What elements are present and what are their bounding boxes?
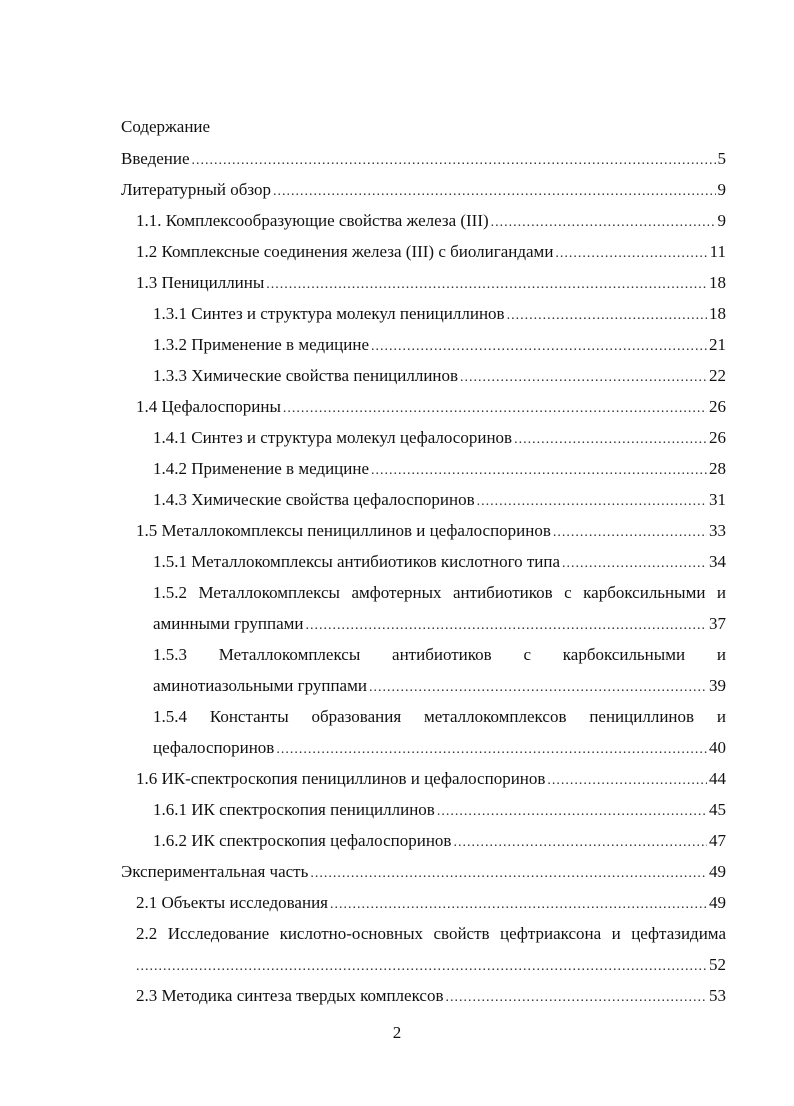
toc-entry-title: 1.6 ИК-спектроскопия пенициллинов и цефалоспоринов <box>136 769 546 788</box>
toc-entry-page: 9 <box>717 211 726 230</box>
leader-dots <box>192 150 716 172</box>
leader-dots <box>276 739 707 761</box>
toc-entry-title: 1.2 Комплексные соединения железа (III) с биолигандами <box>136 242 554 261</box>
toc-entry[interactable] <box>153 675 726 697</box>
toc-entry[interactable] <box>136 985 726 1007</box>
toc-entry[interactable] <box>153 799 726 821</box>
toc-entry-page: 28 <box>709 459 726 478</box>
toc-entry[interactable] <box>136 396 726 418</box>
toc-entry-title-line1[interactable]: 2.2 Исследование кислотно-основных свойств цефтриаксона и цефтазидима <box>136 924 726 943</box>
leader-dots <box>507 305 707 327</box>
toc-entry-title-line1[interactable] <box>153 644 726 666</box>
leader-dots <box>310 863 707 885</box>
toc-entry-title: 1.6.1 ИК спектроскопия пенициллинов <box>153 800 435 819</box>
toc-entry-title: Литературный обзор <box>121 180 272 199</box>
toc-entry[interactable] <box>153 613 726 635</box>
toc-entry[interactable] <box>153 737 726 759</box>
leader-dots <box>562 553 707 575</box>
toc-entry-page: 18 <box>709 304 726 323</box>
toc-entry[interactable] <box>121 179 726 201</box>
leader-dots <box>477 491 707 513</box>
toc-entry-title-line1[interactable] <box>153 706 726 728</box>
toc-entry[interactable] <box>121 148 726 170</box>
toc-entry-title: 1.4 Цефалоспорины <box>136 397 281 416</box>
leader-dots <box>283 398 707 420</box>
toc-entry-title-line1[interactable]: 1.5.2 Металлокомплексы амфотерных антибиотиков с карбоксильными и <box>153 583 726 602</box>
toc-entry[interactable] <box>136 768 726 790</box>
leader-dots <box>460 367 707 389</box>
toc-entry[interactable] <box>153 551 726 573</box>
title-word: образования <box>311 707 402 726</box>
toc-entry-title: 1.3.3 Химические свойства пенициллинов <box>153 366 459 385</box>
leader-dots <box>453 832 707 854</box>
toc-entry-page: 26 <box>709 428 726 447</box>
toc-entry-page: 53 <box>709 986 726 1005</box>
toc-entry[interactable] <box>136 892 726 914</box>
toc-entry-page: 37 <box>709 614 726 633</box>
leader-dots <box>305 615 707 637</box>
toc-entry[interactable] <box>153 489 726 511</box>
toc-entry-title: 1.3.1 Синтез и структура молекул пенициллинов <box>153 304 505 323</box>
leader-dots <box>371 336 707 358</box>
toc-entry-page: 5 <box>717 149 726 168</box>
leader-dots <box>273 181 715 203</box>
title-word: металлокомплексов <box>424 707 567 726</box>
toc-entry-page: 49 <box>709 862 726 881</box>
toc-entry-page: 34 <box>709 552 726 571</box>
title-word: Металлокомплексы <box>218 645 361 664</box>
toc-entry-title: 1.4.1 Синтез и структура молекул цефалосоринов <box>153 428 513 447</box>
leader-dots <box>514 429 707 451</box>
toc-entry-page: 21 <box>709 335 726 354</box>
toc-entry-title: 1.3 Пенициллины <box>136 273 265 292</box>
toc-entry[interactable] <box>153 365 726 387</box>
toc-entry[interactable] <box>153 427 726 449</box>
toc-entry-title-line2: аминными группами <box>153 614 304 633</box>
leader-dots <box>491 212 716 234</box>
toc-entry-title: 1.5.1 Металлокомплексы антибиотиков кислотного типа <box>153 552 561 571</box>
toc-entry-title: 1.1. Комплексообразующие свойства железа (III) <box>136 211 489 230</box>
toc-entry[interactable] <box>153 334 726 356</box>
toc-entry-page: 40 <box>709 738 726 757</box>
title-word: и <box>716 707 726 726</box>
toc-entry-title: Экспериментальная часть <box>121 862 309 881</box>
toc-entry[interactable] <box>153 830 726 852</box>
toc-entry[interactable] <box>121 861 726 883</box>
toc-entry-page: 49 <box>709 893 726 912</box>
leader-dots <box>555 243 707 265</box>
toc-entry-page: 31 <box>709 490 726 509</box>
leader-dots <box>371 460 707 482</box>
title-word: пенициллинов <box>589 707 695 726</box>
toc-entry-page: 39 <box>709 676 726 695</box>
toc-entry-title: 1.4.2 Применение в медицине <box>153 459 370 478</box>
toc-entry-title: 2.3 Методика синтеза твердых комплексов <box>136 986 444 1005</box>
leader-dots <box>553 522 707 544</box>
page-number: 2 <box>392 1023 402 1042</box>
title-word: карбоксильными <box>562 645 686 664</box>
leader-dots <box>547 770 707 792</box>
title-word: 1.5.4 <box>153 707 187 726</box>
toc-entry-title: Введение <box>121 149 190 168</box>
toc-heading: Содержание <box>121 117 211 136</box>
toc-entry-title-line2: аминотиазольными группами <box>153 676 367 695</box>
toc-entry-title: 2.1 Объекты исследования <box>136 893 328 912</box>
toc-entry-title-line2: цефалоспоринов <box>153 738 275 757</box>
toc-entry-title: 1.3.2 Применение в медицине <box>153 335 370 354</box>
toc-entry[interactable] <box>153 458 726 480</box>
toc-entry-title: 1.4.3 Химические свойства цефалоспоринов <box>153 490 475 509</box>
toc-entry-title: 1.6.2 ИК спектроскопия цефалоспоринов <box>153 831 452 850</box>
title-word: 1.5.3 <box>153 645 187 664</box>
toc-entry-page: 47 <box>709 831 726 850</box>
leader-dots <box>446 987 708 1009</box>
toc-entry-page: 45 <box>709 800 726 819</box>
title-word: Константы <box>209 707 289 726</box>
leader-dots <box>136 956 707 978</box>
toc-entry-page: 26 <box>709 397 726 416</box>
leader-dots <box>330 894 707 916</box>
title-word: с <box>523 645 531 664</box>
toc-entry-page: 33 <box>709 521 726 540</box>
toc-entry[interactable] <box>136 272 726 294</box>
toc-entry[interactable] <box>136 954 726 976</box>
leader-dots <box>369 677 707 699</box>
toc-entry-page: 18 <box>709 273 726 292</box>
leader-dots <box>266 274 707 296</box>
toc-entry-page: 11 <box>709 242 726 261</box>
toc-entry[interactable] <box>136 210 726 232</box>
leader-dots <box>437 801 707 823</box>
toc-entry-page: 22 <box>709 366 726 385</box>
title-word: и <box>716 645 726 664</box>
toc-entry[interactable] <box>136 241 726 263</box>
toc-entry[interactable] <box>153 303 726 325</box>
toc-entry[interactable] <box>136 520 726 542</box>
toc-entry-page: 44 <box>709 769 726 788</box>
toc-entry-page: 9 <box>717 180 726 199</box>
toc-entry-page: 52 <box>709 955 726 974</box>
toc-entry-title: 1.5 Металлокомплексы пенициллинов и цефалоспоринов <box>136 521 551 540</box>
title-word: антибиотиков <box>392 645 492 664</box>
